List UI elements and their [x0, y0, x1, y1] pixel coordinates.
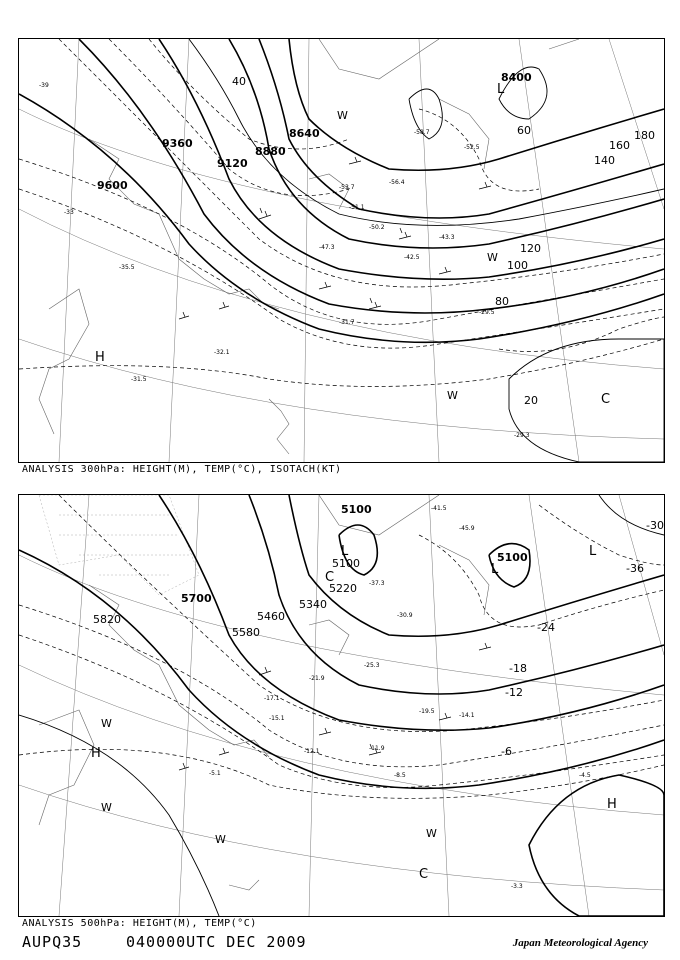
warm-marker: W	[447, 389, 458, 402]
temp-sample: -47.3	[319, 244, 335, 251]
wind-barbs	[179, 643, 491, 770]
temp-sample: -19.5	[419, 708, 435, 715]
temp-sample: -29.5	[479, 309, 495, 316]
temp-sample: -51.1	[349, 204, 365, 211]
temperature-samples	[39, 82, 530, 439]
warm-marker: W	[215, 833, 226, 846]
height-label-8640: 8640	[289, 127, 320, 140]
cold-center-label: C	[601, 392, 611, 407]
high-pressure-label: H	[91, 746, 101, 761]
graticule	[19, 39, 664, 462]
isotach-label: 120	[520, 242, 541, 255]
temp-sample: -43.3	[439, 234, 455, 241]
isotach-label: 100	[507, 259, 528, 272]
cold-center-label: C	[419, 867, 429, 882]
temp-sample: -37.3	[369, 580, 385, 587]
warm-markers	[101, 717, 437, 846]
map-300hpa-svg	[19, 39, 664, 462]
isotach-label: 20	[524, 394, 538, 407]
height-contour-labels	[93, 503, 528, 639]
panel-500hpa-caption: ANALYSIS 500hPa: HEIGHT(M), TEMP(°C)	[22, 918, 257, 929]
temp-sample: -11.9	[369, 745, 385, 752]
temp-sample: -8.5	[394, 772, 406, 779]
height-label-5700: 5700	[181, 592, 212, 605]
temp-contour-label: -6	[501, 745, 512, 758]
temp-sample: -35.5	[119, 264, 135, 271]
low-pressure-label: L	[341, 544, 349, 559]
temp-sample: -39	[39, 82, 49, 89]
high-pressure-label: H	[607, 797, 617, 812]
valid-time: 040000UTC DEC 2009	[126, 933, 307, 951]
isotach-label: 80	[495, 295, 509, 308]
chart-id: AUPQ35	[22, 933, 83, 951]
temp-sample: -56.4	[389, 179, 405, 186]
temp-sample: -32.1	[214, 349, 230, 356]
isotach-label: 40	[232, 75, 246, 88]
temp-sample: -31.5	[131, 376, 147, 383]
temp-sample: -4.5	[579, 772, 591, 779]
temp-sample: -5.1	[209, 770, 221, 777]
low-pressure-label: L	[491, 562, 499, 577]
temp-sample: -53.7	[339, 184, 355, 191]
height-label-5460: 5460	[257, 610, 285, 623]
low-pressure-label: L	[589, 544, 597, 559]
temp-contour-label: -12	[505, 686, 523, 699]
analysis-500hpa-map	[18, 494, 665, 917]
height-label-8880: 8880	[255, 145, 286, 158]
temp-sample: -31.7	[339, 319, 355, 326]
height-label-5100: 5100	[332, 557, 360, 570]
isotachs	[189, 39, 664, 462]
temp-sample: -3.3	[511, 883, 523, 890]
temp-sample: -17.1	[264, 695, 280, 702]
temp-sample: -41.5	[431, 505, 447, 512]
temp-sample: -42.5	[404, 254, 420, 261]
height-label-5340: 5340	[299, 598, 327, 611]
high-pressure-label: H	[95, 350, 105, 365]
warm-marker: W	[426, 827, 437, 840]
height-label-9120: 9120	[217, 157, 248, 170]
temp-contour-label: -36	[626, 562, 644, 575]
temp-sample: -29.3	[514, 432, 530, 439]
analysis-300hpa-map	[18, 38, 665, 463]
map-500hpa-svg	[19, 495, 664, 916]
warm-marker: W	[487, 251, 498, 264]
panel-300hpa-caption: ANALYSIS 300hPa: HEIGHT(M), TEMP(°C), ISOTACH(KT)	[22, 464, 342, 475]
height-label-9360: 9360	[162, 137, 193, 150]
temp-contour-label: -24	[537, 621, 555, 634]
temp-sample: -52.5	[464, 144, 480, 151]
temp-sample: -50.2	[369, 224, 385, 231]
height-label-9600: 9600	[97, 179, 128, 192]
isotach-label: 160	[609, 139, 630, 152]
isotach-label: 60	[517, 124, 531, 137]
temp-sample: -33	[64, 209, 74, 216]
temp-contour-label: -30	[646, 519, 664, 532]
temp-sample: -25.3	[364, 662, 380, 669]
isotach-labels	[232, 75, 655, 407]
agency-credit: Japan Meteorological Agency	[512, 937, 648, 949]
isotach-label: 140	[594, 154, 615, 167]
temp-sample: -21.9	[309, 675, 325, 682]
warm-marker: W	[337, 109, 348, 122]
temp-sample: -12.1	[304, 748, 320, 755]
warm-marker: W	[101, 717, 112, 730]
coastlines	[39, 39, 579, 454]
low-pressure-label: L	[497, 82, 505, 97]
temp-sample: -45.9	[459, 525, 475, 532]
temp-contour-label: -18	[509, 662, 527, 675]
height-label-5220: 5220	[329, 582, 357, 595]
temperature-samples	[209, 505, 591, 890]
height-label-5580: 5580	[232, 626, 260, 639]
cold-center-label: C	[325, 570, 335, 585]
height-label-5820: 5820	[93, 613, 121, 626]
coastlines	[39, 495, 489, 890]
isotach-label: 180	[634, 129, 655, 142]
temp-sample: -30.9	[397, 612, 413, 619]
height-label-8400: 8400	[501, 71, 532, 84]
hatched-area	[39, 495, 199, 595]
height-label-5100: 5100	[341, 503, 372, 516]
temp-sample: -58.7	[414, 129, 430, 136]
height-label-5100: 5100	[497, 551, 528, 564]
temp-sample: -15.1	[269, 715, 285, 722]
isotherms	[19, 495, 664, 798]
warm-marker: W	[101, 801, 112, 814]
temp-sample: -14.1	[459, 712, 475, 719]
